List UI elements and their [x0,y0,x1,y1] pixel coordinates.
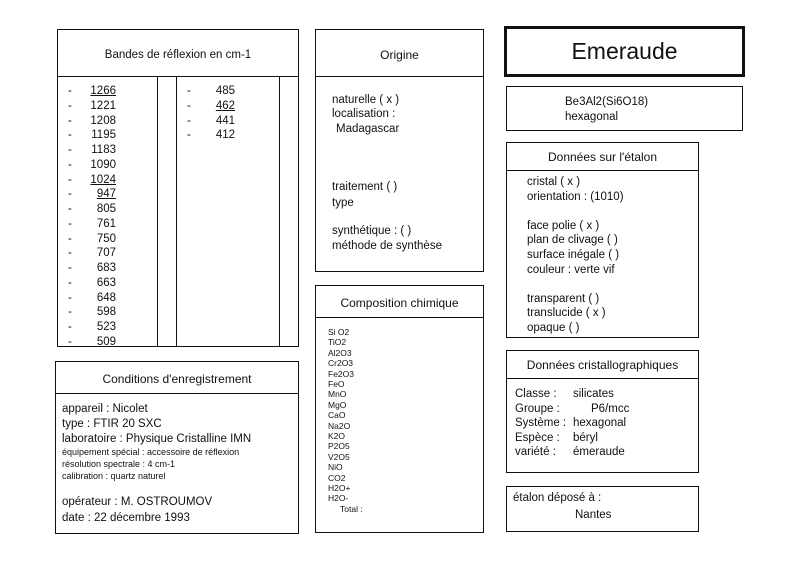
origine-localisation: localisation : [332,108,396,120]
band-value: 523 [96,321,116,333]
band-row [68,335,116,349]
band-dash: - [187,114,191,127]
conditions-type: type : FTIR 20 SXC [62,418,162,430]
composition-item: Cr2O3 [328,358,354,369]
band-dash: - [68,129,72,142]
band-value: 1266 [90,85,116,97]
composition-item: MnO [328,389,347,400]
conditions-date: date : 22 décembre 1993 [62,512,190,524]
band-row [68,291,116,305]
band-row [68,305,116,319]
band-dash: - [68,203,72,215]
band-dash: - [187,129,191,142]
cristallo-key: Système : [515,417,567,430]
composition-item: CaO [328,410,346,421]
band-row [68,187,116,201]
band-value: 1090 [90,158,116,171]
band-row [187,99,235,113]
etalon-line: couleur : verte vif [527,263,615,276]
band-row [68,158,116,172]
band-value: 1195 [91,129,116,142]
band-dash: - [68,173,72,186]
etalon-line: opaque ( ) [527,322,580,334]
conditions-calibration: calibration : quartz naturel [62,471,166,481]
band-dash: - [68,262,72,274]
band-dash: - [68,276,72,289]
etalon-panel [506,142,699,338]
band-dash: - [68,85,72,97]
band-row [68,99,116,113]
band-row [68,128,116,142]
band-value: 1024 [90,173,116,186]
composition-item: Si O2 [328,327,350,337]
composition-item: CO2 [328,472,346,483]
band-dash: - [68,144,72,156]
band-value: 707 [96,247,116,260]
cristallo-title: Données cristallographiques [507,351,698,379]
band-row [68,84,116,98]
band-dash: - [68,99,72,112]
cristallo-value: hexagonal [573,417,627,430]
cristallo-value: silicates [573,388,614,400]
band-row [68,246,116,260]
band-value: 648 [96,291,116,304]
composition-item: Al2O3 [328,347,352,358]
conditions-panel [55,361,299,534]
band-value: 750 [96,232,116,245]
band-row [68,217,116,231]
composition-item: H2O- [328,493,349,504]
origine-naturelle: naturelle ( x ) [332,94,400,106]
bands-title: Bandes de réflexion en cm-1 [58,30,298,77]
band-value: 441 [215,114,235,127]
conditions-title: Conditions d'enregistrement [56,362,298,394]
band-row [68,276,116,290]
band-row [68,114,116,128]
band-value: 462 [215,99,235,112]
band-dash: - [187,85,191,97]
cristallo-key: Groupe : [515,402,560,415]
bands-panel [57,29,299,347]
depot-place: Nantes [575,509,612,521]
etalon-line: cristal ( x ) [527,176,581,188]
mineral-name: Emeraude [571,38,678,64]
etalon-line: face polie ( x ) [527,219,600,232]
cristallo-key: Classe : [515,388,557,400]
band-value: 683 [96,262,116,274]
composition-title: Composition chimique [316,286,483,318]
composition-item: NiO [328,462,343,473]
band-value: 663 [96,276,116,289]
band-row [187,114,235,128]
mineral-name-box [504,26,745,77]
cristallo-panel [506,350,699,473]
composition-total: Total : [340,503,363,514]
origine-localisation-value: Madagascar [336,123,400,135]
band-row [187,128,235,142]
bands-divider-1 [157,77,158,346]
composition-item: Na2O [328,420,351,431]
cristallo-key: Espèce : [515,431,560,444]
etalon-line: orientation : (1010) [527,190,624,203]
conditions-equipement: équipement spécial : accessoire de réflexion [62,447,240,457]
band-dash: - [68,114,72,127]
band-dash: - [68,335,72,348]
band-row [68,261,116,275]
bands-divider-2 [176,77,177,346]
band-dash: - [68,247,72,260]
band-value: 509 [96,335,116,348]
band-row [187,84,235,98]
cristallo-key: variété : [515,446,556,459]
etalon-line: transparent ( ) [527,292,600,305]
origine-methode: méthode de synthèse [332,240,442,252]
mineral-system: hexagonal [565,111,619,123]
conditions-operateur: opérateur : M. OSTROUMOV [62,496,213,508]
band-row [68,143,116,157]
band-dash: - [68,188,72,201]
composition-item: H2O+ [328,483,351,493]
composition-item: FeO [328,379,345,389]
conditions-laboratoire: laboratoire : Physique Cristalline IMN [62,433,252,445]
conditions-resolution: résolution spectrale : 4 cm-1 [62,459,176,469]
band-value: 1221 [90,99,116,112]
etalon-title: Données sur l'étalon [507,143,698,171]
etalon-line: plan de clivage ( ) [527,234,618,247]
band-dash: - [68,291,72,304]
band-row [68,202,116,216]
band-row [68,232,116,246]
band-value: 412 [215,129,235,142]
band-dash: - [68,217,72,230]
band-dash: - [68,232,72,245]
origine-type: type [332,197,354,209]
etalon-line: surface inégale ( ) [527,249,620,261]
cristallo-value: béryl [573,431,598,444]
composition-item: MgO [328,399,347,410]
origine-synthetique: synthétique : ( ) [332,225,412,237]
etalon-line: translucide ( x ) [527,307,606,320]
composition-item: Fe2O3 [328,368,354,379]
bands-divider-3 [279,77,280,346]
cristallo-value: émeraude [573,446,625,459]
origine-traitement: traitement ( ) [332,181,398,193]
mineral-formula: Be3Al2(Si6O18) [565,96,649,108]
depot-label: étalon déposé à : [513,492,602,504]
band-value: 1183 [91,144,116,156]
band-row [68,173,116,187]
band-dash: - [68,321,72,333]
composition-item: TiO2 [328,337,347,348]
composition-item: P2O5 [328,441,350,452]
band-value: 598 [96,306,116,319]
band-dash: - [187,99,191,112]
origine-title: Origine [316,30,483,77]
band-value: 805 [96,203,116,215]
band-value: 485 [215,85,235,97]
cristallo-value: P6/mcc [591,402,630,415]
composition-item: V2O5 [328,451,350,462]
depot-panel [506,486,699,532]
band-value: 761 [96,217,116,230]
band-value: 1208 [90,114,116,127]
band-row [68,320,116,334]
composition-item: K2O [328,431,346,441]
band-value: 947 [96,188,116,201]
band-dash: - [68,158,72,171]
band-dash: - [68,306,72,319]
conditions-appareil: appareil : Nicolet [62,403,148,415]
origine-panel [315,29,484,272]
formula-box [506,86,743,131]
composition-panel [315,285,484,533]
